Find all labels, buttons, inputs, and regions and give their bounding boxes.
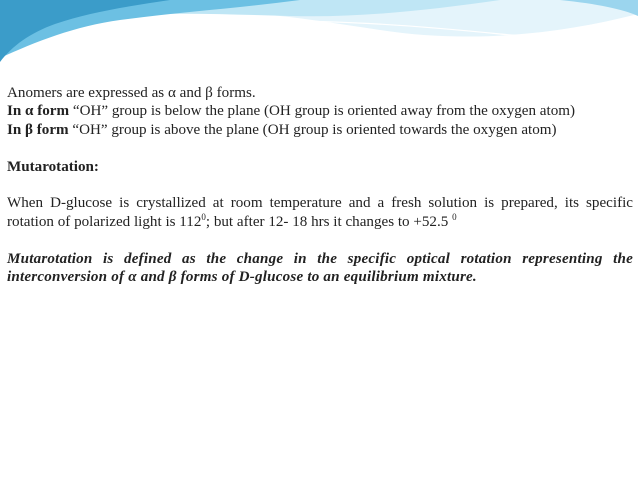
mutarotation-definition: Mutarotation is defined as the change in the specific optical rotation representing the interconversion of α and β forms of D-glucose to an equilibrium mixture. — [7, 250, 633, 286]
alpha-form-text: “OH” group is below the plane (OH group is oriented away from the oxygen atom) — [69, 103, 576, 120]
alpha-form-label: In α form — [7, 103, 70, 120]
beta-form-line — [7, 121, 633, 139]
mutarotation-body — [7, 194, 633, 231]
alpha-form-line — [7, 102, 633, 120]
degree-superscript-1: 0 — [201, 211, 206, 222]
beta-form-label: In β form — [7, 121, 69, 138]
body-part-2: ; but after 12- 18 hrs it changes to +52.5 — [205, 213, 453, 230]
intro-line: Anomers are expressed as α and β forms. — [7, 85, 256, 101]
mutarotation-heading: Mutarotation: — [7, 158, 99, 175]
spacer — [7, 176, 633, 194]
header-wave-decoration — [0, 0, 638, 75]
degree-superscript-2: 0 — [452, 211, 457, 222]
slide-content — [7, 84, 633, 286]
beta-form-text: “OH” group is above the plane (OH group is oriented towards the oxygen atom) — [68, 121, 557, 138]
spacer — [7, 139, 633, 157]
spacer — [7, 231, 633, 249]
body-part-1: When D-glucose is crystallized at room temperature and a fresh solution is prepared, its specific rotation of polarized light is 112 — [7, 195, 633, 230]
